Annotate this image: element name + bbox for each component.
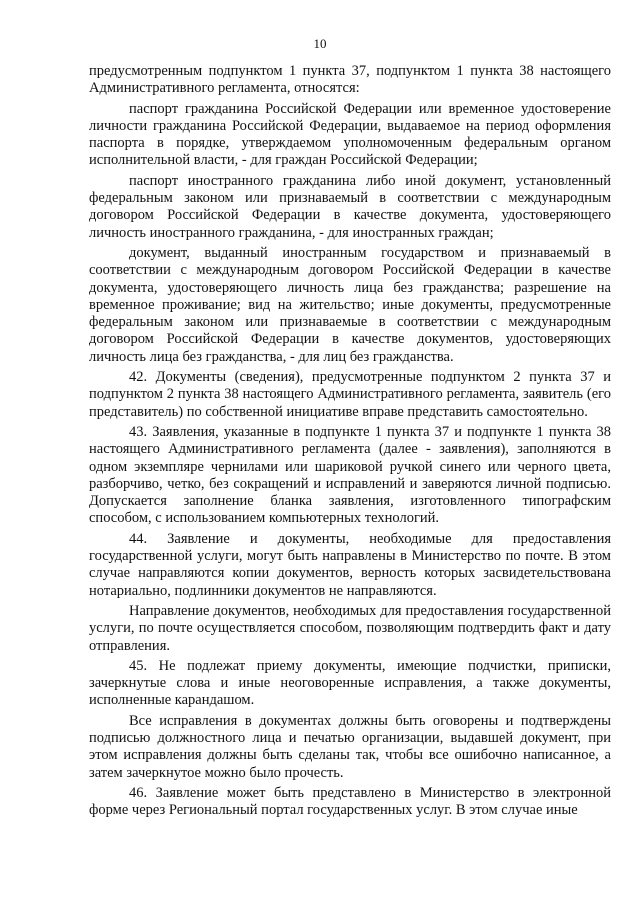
paragraph-corrections: Все исправления в документах должны быть оговорены и подтверждены подписью должностного лица и печатью организации, выдавшей документ, при этом исправления должны быть сделаны так, чтобы все ошибочно написанное, а затем зачеркнутое можно было прочесть. bbox=[89, 712, 611, 781]
paragraph-item-45: 45. Не подлежат приему документы, имеющие подчистки, приписки, зачеркнутые слова и иные неоговоренные исправления, а также документы, исполненные карандашом. bbox=[89, 657, 611, 709]
paragraph-stateless-document: документ, выданный иностранным государством и признаваемый в соответствии с международным договором Российской Федерации в качестве документа, удостоверяющего личность лица без гражданства; разрешение на временное проживание; вид на жительство; иные документы, предусмотренные федеральным законом или признаваемые в соответствии с международным договором Российской Федерации в качестве документов, удостоверяющих личность лица без гражданства, - для лиц без гражданства. bbox=[89, 244, 611, 365]
paragraph-mail-delivery: Направление документов, необходимых для предоставления государственной услуги, по почте осуществляется способом, позволяющим подтвердить факт и дату отправления. bbox=[89, 602, 611, 654]
paragraph-item-43: 43. Заявления, указанные в подпункте 1 пункта 37 и подпункте 1 пункта 38 настоящего Административного регламента (далее - заявления), заполняются в одном экземпляре чернилами или шариковой ручкой синего или черного цвета, разборчиво, четко, без сокращений и исправлений и заверяются личной подписью. Допускается заполнение бланка заявления, изготовленного типографским способом, с использованием компьютерных технологий. bbox=[89, 423, 611, 527]
paragraph-item-46: 46. Заявление может быть представлено в Министерство в электронной форме через Региональный портал государственных услуг. В этом случае иные bbox=[89, 784, 611, 819]
paragraph-foreign-passport: паспорт иностранного гражданина либо иной документ, установленный федеральным законом или признаваемый в соответствии с международным договором Российской Федерации в качестве документа, удостоверяющего личность иностранного гражданина, - для иностранных граждан; bbox=[89, 172, 611, 241]
page-number: 10 bbox=[313, 36, 327, 51]
paragraph-passport-rf: паспорт гражданина Российской Федерации или временное удостоверение личности гражданина Российской Федерации, выдаваемое на период оформления паспорта в порядке, утверждаемом уполномоченным федеральным органом исполнительной власти, - для граждан Российской Федерации; bbox=[89, 100, 611, 169]
paragraph-item-44: 44. Заявление и документы, необходимые для предоставления государственной услуги, могут быть направлены в Министерство по почте. В этом случае направляются копии документов, верность которых засвидетельствована нотариально, подлинники документов не направляются. bbox=[89, 530, 611, 599]
paragraph-continuation: предусмотренным подпунктом 1 пункта 37, подпунктом 1 пункта 38 настоящего Административного регламента, относятся: bbox=[89, 63, 611, 97]
paragraph-item-42: 42. Документы (сведения), предусмотренные подпунктом 2 пункта 37 и подпунктом 2 пункта 38 настоящего Административного регламента, заявитель (его представитель) по собственной инициативе вправе представить самостоятельно. bbox=[89, 369, 611, 420]
document-body bbox=[89, 63, 611, 822]
